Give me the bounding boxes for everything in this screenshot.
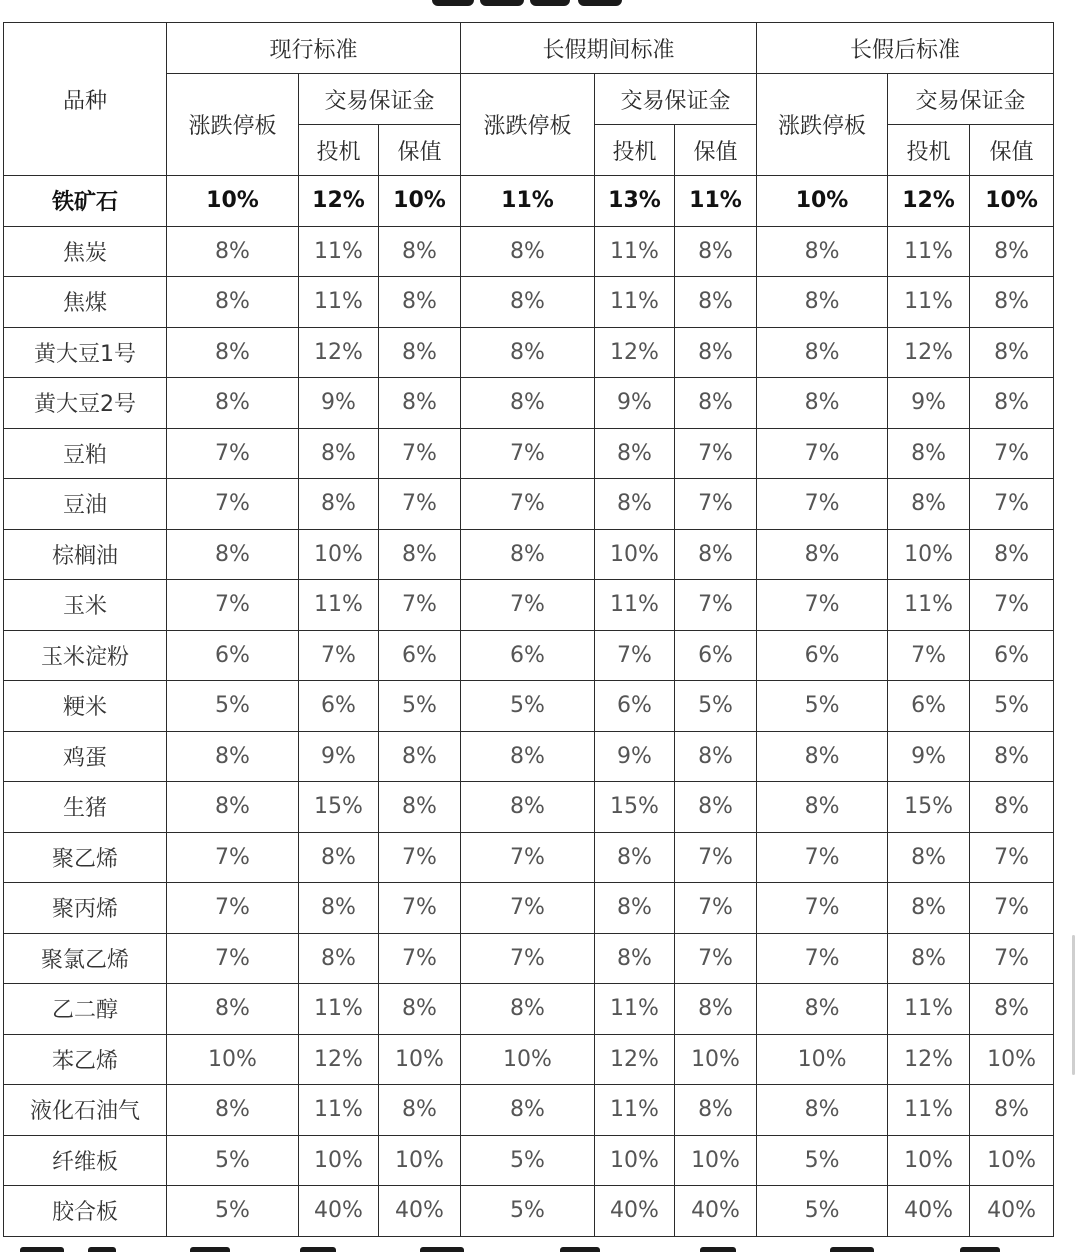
rate-cell: 7%: [461, 479, 595, 530]
rate-cell: 8%: [379, 378, 461, 429]
rate-cell: 8%: [595, 428, 675, 479]
table-row: [4, 782, 1054, 833]
rate-cell: 7%: [675, 479, 757, 530]
variety-name-cell: 棕榈油: [4, 529, 167, 580]
rate-cell: 7%: [757, 428, 888, 479]
cropped-title-fragment: [0, 0, 1080, 20]
rate-cell: 5%: [461, 1135, 595, 1186]
rate-cell: 15%: [888, 782, 970, 833]
rate-cell: 8%: [379, 529, 461, 580]
rate-cell: 8%: [167, 529, 299, 580]
rate-cell: 10%: [888, 529, 970, 580]
rate-cell: 12%: [299, 327, 379, 378]
table-row: [4, 883, 1054, 934]
variety-name-cell: 黄大豆1号: [4, 327, 167, 378]
rate-cell: 8%: [167, 984, 299, 1035]
rate-cell: 8%: [757, 327, 888, 378]
rate-cell: 8%: [299, 479, 379, 530]
rate-cell: 5%: [757, 1186, 888, 1237]
rate-cell: 11%: [299, 580, 379, 631]
rate-cell: 8%: [461, 529, 595, 580]
table-row: [4, 1186, 1054, 1237]
rate-cell: 10%: [757, 1034, 888, 1085]
table-row: [4, 933, 1054, 984]
rate-cell: 7%: [461, 883, 595, 934]
rate-cell: 8%: [167, 1085, 299, 1136]
variety-name-cell: 鸡蛋: [4, 731, 167, 782]
rate-cell: 7%: [888, 630, 970, 681]
rate-cell: 11%: [888, 984, 970, 1035]
table-row: [4, 630, 1054, 681]
rate-cell: 11%: [595, 226, 675, 277]
rate-cell: 40%: [595, 1186, 675, 1237]
cropped-footer-fragment: [0, 1244, 1080, 1252]
rate-cell: 7%: [675, 580, 757, 631]
rate-cell: 12%: [595, 327, 675, 378]
rate-cell: 11%: [299, 984, 379, 1035]
rate-cell: 7%: [970, 479, 1054, 530]
rate-cell: 10%: [299, 1135, 379, 1186]
rate-cell: 8%: [675, 277, 757, 328]
rate-cell: 8%: [167, 226, 299, 277]
rate-cell: 8%: [595, 883, 675, 934]
rate-cell: 9%: [299, 731, 379, 782]
rate-cell: 8%: [379, 782, 461, 833]
rate-cell: 7%: [461, 832, 595, 883]
rate-cell: 7%: [970, 883, 1054, 934]
variety-name-cell: 乙二醇: [4, 984, 167, 1035]
rate-cell: 5%: [757, 681, 888, 732]
rate-cell: 8%: [888, 479, 970, 530]
rate-cell: 10%: [675, 1034, 757, 1085]
rate-cell: 15%: [299, 782, 379, 833]
rate-cell: 12%: [299, 1034, 379, 1085]
rate-cell: 8%: [757, 378, 888, 429]
rate-cell: 9%: [888, 378, 970, 429]
rate-cell: 8%: [461, 277, 595, 328]
margin-limit-table: [3, 22, 1054, 1237]
rate-cell: 13%: [595, 176, 675, 227]
rate-cell: 8%: [461, 327, 595, 378]
rate-cell: 8%: [675, 327, 757, 378]
rate-cell: 7%: [757, 580, 888, 631]
header-trading-margin: 交易保证金: [299, 74, 461, 125]
rate-cell: 8%: [167, 327, 299, 378]
rate-cell: 5%: [379, 681, 461, 732]
rate-cell: 8%: [379, 277, 461, 328]
rate-cell: 5%: [757, 1135, 888, 1186]
rate-cell: 8%: [675, 226, 757, 277]
header-price-limit: 涨跌停板: [461, 74, 595, 176]
rate-cell: 6%: [379, 630, 461, 681]
rate-cell: 8%: [757, 984, 888, 1035]
rate-cell: 8%: [379, 327, 461, 378]
rate-cell: 8%: [970, 277, 1054, 328]
rate-cell: 12%: [888, 176, 970, 227]
rate-cell: 12%: [888, 1034, 970, 1085]
rate-cell: 7%: [167, 428, 299, 479]
rate-cell: 10%: [595, 529, 675, 580]
rate-cell: 10%: [757, 176, 888, 227]
rate-cell: 8%: [379, 226, 461, 277]
rate-cell: 10%: [379, 1034, 461, 1085]
rate-cell: 8%: [299, 933, 379, 984]
rate-cell: 7%: [757, 832, 888, 883]
rate-cell: 8%: [757, 529, 888, 580]
header-trading-margin: 交易保证金: [888, 74, 1054, 125]
rate-cell: 7%: [379, 580, 461, 631]
rate-cell: 8%: [970, 1085, 1054, 1136]
rate-cell: 7%: [167, 580, 299, 631]
rate-cell: 11%: [595, 984, 675, 1035]
rate-cell: 8%: [970, 378, 1054, 429]
rate-cell: 12%: [299, 176, 379, 227]
variety-name-cell: 玉米淀粉: [4, 630, 167, 681]
rate-cell: 5%: [970, 681, 1054, 732]
rate-cell: 8%: [461, 378, 595, 429]
table-row: [4, 1085, 1054, 1136]
rate-cell: 10%: [167, 1034, 299, 1085]
variety-name-cell: 铁矿石: [4, 176, 167, 227]
rate-cell: 8%: [675, 984, 757, 1035]
rate-cell: 10%: [675, 1135, 757, 1186]
rate-cell: 11%: [595, 277, 675, 328]
rate-cell: 8%: [299, 428, 379, 479]
rate-cell: 8%: [167, 731, 299, 782]
rate-cell: 8%: [379, 984, 461, 1035]
rate-cell: 5%: [461, 681, 595, 732]
header-trading-margin: 交易保证金: [595, 74, 757, 125]
rate-cell: 7%: [757, 933, 888, 984]
rate-cell: 8%: [970, 782, 1054, 833]
rate-cell: 7%: [167, 479, 299, 530]
rate-cell: 10%: [595, 1135, 675, 1186]
variety-name-cell: 聚氯乙烯: [4, 933, 167, 984]
rate-cell: 10%: [167, 176, 299, 227]
variety-name-cell: 纤维板: [4, 1135, 167, 1186]
rate-cell: 12%: [595, 1034, 675, 1085]
rate-cell: 8%: [461, 782, 595, 833]
rate-cell: 7%: [379, 479, 461, 530]
table-row: [4, 731, 1054, 782]
rate-cell: 7%: [675, 933, 757, 984]
rate-cell: 7%: [675, 832, 757, 883]
variety-name-cell: 粳米: [4, 681, 167, 732]
rate-cell: 11%: [299, 277, 379, 328]
rate-cell: 8%: [757, 782, 888, 833]
rate-cell: 8%: [888, 883, 970, 934]
rate-cell: 7%: [970, 580, 1054, 631]
rate-cell: 8%: [675, 1085, 757, 1136]
rate-cell: 7%: [970, 428, 1054, 479]
variety-name-cell: 生猪: [4, 782, 167, 833]
rate-cell: 10%: [379, 176, 461, 227]
rate-cell: 8%: [757, 226, 888, 277]
rate-cell: 8%: [379, 731, 461, 782]
rate-cell: 6%: [675, 630, 757, 681]
rate-cell: 9%: [595, 378, 675, 429]
rate-cell: 10%: [379, 1135, 461, 1186]
rate-cell: 8%: [970, 327, 1054, 378]
rate-cell: 10%: [970, 1034, 1054, 1085]
scrollbar[interactable]: [1072, 935, 1075, 1075]
table-body: [4, 176, 1054, 1237]
rate-cell: 8%: [167, 277, 299, 328]
rate-cell: 5%: [167, 681, 299, 732]
rate-cell: 40%: [970, 1186, 1054, 1237]
rate-cell: 15%: [595, 782, 675, 833]
rate-cell: 40%: [888, 1186, 970, 1237]
rate-cell: 6%: [595, 681, 675, 732]
variety-name-cell: 苯乙烯: [4, 1034, 167, 1085]
header-speculation: 投机: [595, 125, 675, 176]
rate-cell: 8%: [595, 479, 675, 530]
rate-cell: 8%: [970, 226, 1054, 277]
rate-cell: 9%: [299, 378, 379, 429]
variety-name-cell: 豆油: [4, 479, 167, 530]
rate-cell: 7%: [461, 428, 595, 479]
rate-cell: 40%: [675, 1186, 757, 1237]
rate-cell: 7%: [167, 933, 299, 984]
rate-cell: 8%: [970, 529, 1054, 580]
header-variety: 品种: [4, 23, 167, 176]
rate-cell: 40%: [379, 1186, 461, 1237]
rate-cell: 9%: [888, 731, 970, 782]
rate-cell: 11%: [888, 1085, 970, 1136]
rate-cell: 11%: [595, 1085, 675, 1136]
table-row: [4, 226, 1054, 277]
rate-cell: 7%: [675, 883, 757, 934]
rate-cell: 7%: [461, 580, 595, 631]
rate-cell: 8%: [675, 782, 757, 833]
rate-cell: 8%: [595, 933, 675, 984]
rate-cell: 40%: [299, 1186, 379, 1237]
rate-cell: 5%: [675, 681, 757, 732]
header-holiday-standard: 长假期间标准: [461, 23, 757, 74]
rate-cell: 8%: [970, 731, 1054, 782]
rate-cell: 7%: [675, 428, 757, 479]
rate-cell: 7%: [757, 883, 888, 934]
rate-cell: 7%: [461, 933, 595, 984]
rate-cell: 5%: [167, 1135, 299, 1186]
variety-name-cell: 聚丙烯: [4, 883, 167, 934]
table-row: [4, 277, 1054, 328]
rate-cell: 8%: [595, 832, 675, 883]
rate-cell: 6%: [167, 630, 299, 681]
table-row: [4, 984, 1054, 1035]
rate-cell: 7%: [970, 832, 1054, 883]
rate-cell: 8%: [299, 832, 379, 883]
header-price-limit: 涨跌停板: [167, 74, 299, 176]
rate-cell: 7%: [970, 933, 1054, 984]
table-row: [4, 681, 1054, 732]
rate-cell: 8%: [299, 883, 379, 934]
table-row: [4, 327, 1054, 378]
rate-cell: 8%: [461, 226, 595, 277]
rate-cell: 10%: [970, 1135, 1054, 1186]
table-row: [4, 529, 1054, 580]
rate-cell: 7%: [757, 479, 888, 530]
rate-cell: 6%: [461, 630, 595, 681]
rate-cell: 10%: [299, 529, 379, 580]
rate-cell: 8%: [970, 984, 1054, 1035]
table-row: [4, 428, 1054, 479]
rate-cell: 5%: [167, 1186, 299, 1237]
rate-cell: 5%: [461, 1186, 595, 1237]
variety-name-cell: 液化石油气: [4, 1085, 167, 1136]
table-row: [4, 580, 1054, 631]
header-hedging: 保值: [379, 125, 461, 176]
rate-cell: 11%: [299, 226, 379, 277]
rate-cell: 10%: [970, 176, 1054, 227]
rate-cell: 6%: [888, 681, 970, 732]
variety-name-cell: 焦炭: [4, 226, 167, 277]
rate-cell: 8%: [888, 428, 970, 479]
header-hedging: 保值: [970, 125, 1054, 176]
table-row: [4, 378, 1054, 429]
rate-cell: 8%: [167, 782, 299, 833]
rate-cell: 11%: [461, 176, 595, 227]
rate-cell: 8%: [379, 1085, 461, 1136]
rate-cell: 12%: [888, 327, 970, 378]
table-row: [4, 1135, 1054, 1186]
variety-name-cell: 焦煤: [4, 277, 167, 328]
table-row: [4, 832, 1054, 883]
rate-cell: 11%: [888, 580, 970, 631]
rate-cell: 11%: [299, 1085, 379, 1136]
rate-cell: 7%: [379, 428, 461, 479]
variety-name-cell: 玉米: [4, 580, 167, 631]
table-row: [4, 479, 1054, 530]
rate-cell: 7%: [595, 630, 675, 681]
rate-cell: 8%: [888, 832, 970, 883]
rate-cell: 8%: [461, 984, 595, 1035]
rate-cell: 8%: [461, 1085, 595, 1136]
rate-cell: 8%: [757, 731, 888, 782]
header-price-limit: 涨跌停板: [757, 74, 888, 176]
header-speculation: 投机: [299, 125, 379, 176]
rate-cell: 6%: [757, 630, 888, 681]
rate-cell: 11%: [888, 277, 970, 328]
rate-cell: 8%: [461, 731, 595, 782]
header-current-standard: 现行标准: [167, 23, 461, 74]
rate-cell: 6%: [970, 630, 1054, 681]
variety-name-cell: 胶合板: [4, 1186, 167, 1237]
rate-cell: 8%: [757, 1085, 888, 1136]
variety-name-cell: 聚乙烯: [4, 832, 167, 883]
rate-cell: 8%: [675, 731, 757, 782]
rate-cell: 7%: [167, 883, 299, 934]
rate-cell: 11%: [595, 580, 675, 631]
variety-name-cell: 豆粕: [4, 428, 167, 479]
rate-cell: 10%: [888, 1135, 970, 1186]
header-hedging: 保值: [675, 125, 757, 176]
rate-cell: 8%: [757, 277, 888, 328]
table-row: [4, 1034, 1054, 1085]
header-speculation: 投机: [888, 125, 970, 176]
rate-cell: 7%: [299, 630, 379, 681]
rate-cell: 11%: [675, 176, 757, 227]
rate-cell: 10%: [461, 1034, 595, 1085]
rate-cell: 9%: [595, 731, 675, 782]
variety-name-cell: 黄大豆2号: [4, 378, 167, 429]
rate-cell: 8%: [675, 378, 757, 429]
rate-cell: 8%: [167, 378, 299, 429]
table-row: [4, 176, 1054, 227]
rate-cell: 7%: [167, 832, 299, 883]
rate-cell: 6%: [299, 681, 379, 732]
rate-cell: 7%: [379, 832, 461, 883]
rate-cell: 7%: [379, 883, 461, 934]
rate-cell: 8%: [675, 529, 757, 580]
header-post-holiday-standard: 长假后标准: [757, 23, 1054, 74]
rate-cell: 11%: [888, 226, 970, 277]
rate-cell: 8%: [888, 933, 970, 984]
rate-cell: 7%: [379, 933, 461, 984]
